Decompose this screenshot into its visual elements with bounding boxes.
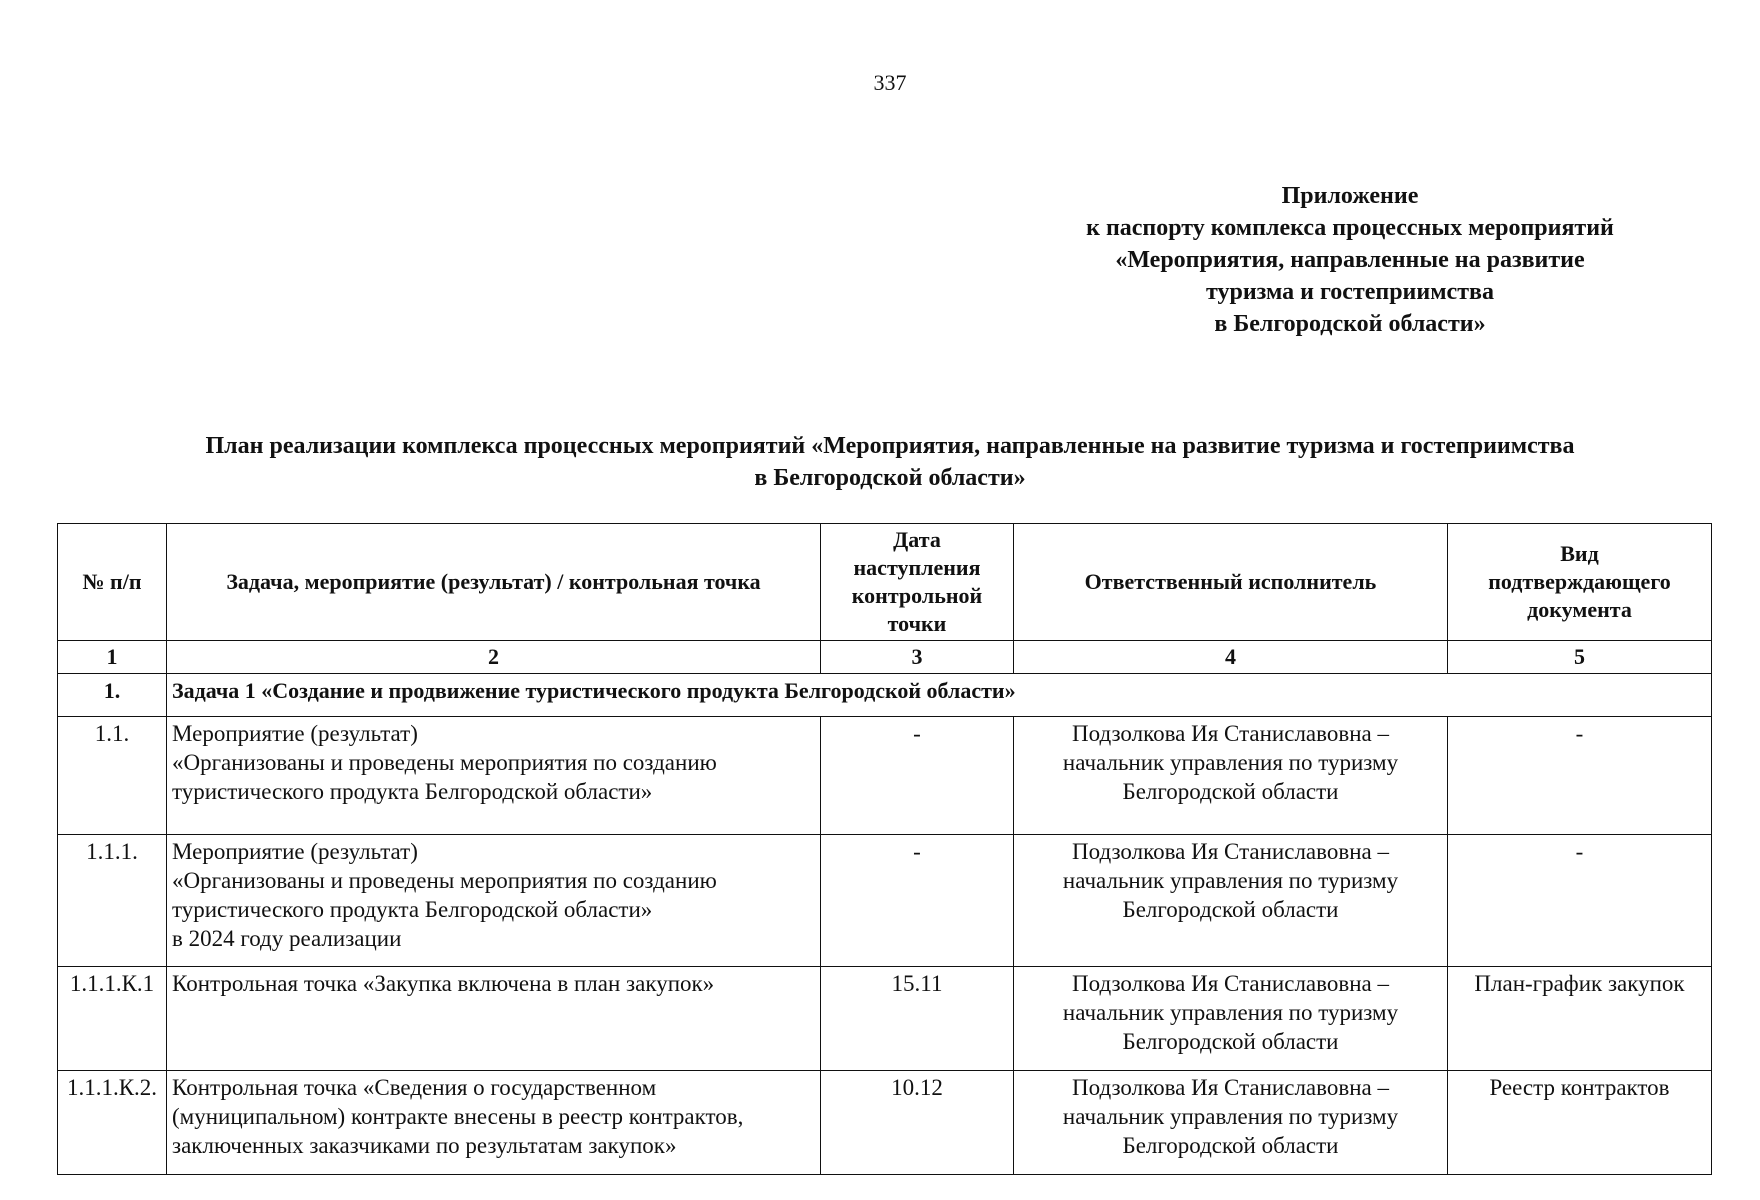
table-header-row	[58, 524, 1712, 641]
row-date: 15.11	[821, 967, 1014, 1071]
appendix-header	[1070, 180, 1630, 340]
row-task-line: Мероприятие (результат)	[172, 721, 418, 746]
row-doc: -	[1448, 717, 1712, 835]
task-num: 1.	[58, 674, 167, 717]
row-task-line: туристического продукта Белгородской области»	[172, 897, 653, 922]
column-number: 3	[821, 641, 1014, 674]
row-doc: Реестр контрактов	[1448, 1071, 1712, 1175]
row-executor-line: начальник управления по туризму	[1062, 1000, 1399, 1025]
row-executor-line: Белгородской области	[1122, 779, 1339, 804]
row-executor-line: Белгородской области	[1122, 1029, 1339, 1054]
row-task	[167, 835, 821, 967]
row-task-line: (муниципальном) контракте внесены в реестр контрактов,	[172, 1104, 744, 1129]
header-executor: Ответственный исполнитель	[1014, 524, 1448, 641]
task-text: Задача 1 «Создание и продвижение туристического продукта Белгородской области»	[167, 674, 1712, 717]
header-date	[821, 524, 1014, 641]
appendix-line: к паспорту комплекса процессных мероприятий	[1086, 215, 1614, 241]
row-executor-line: начальник управления по туризму	[1062, 750, 1399, 775]
header-date-line: наступления	[853, 555, 981, 580]
row-task-line: «Организованы и проведены мероприятия по созданию	[172, 868, 717, 893]
column-number: 2	[167, 641, 821, 674]
row-num: 1.1.1.К.2.	[58, 1071, 167, 1175]
row-executor-line: начальник управления по туризму	[1062, 868, 1399, 893]
row-task-line: туристического продукта Белгородской области»	[172, 779, 653, 804]
column-number: 1	[58, 641, 167, 674]
plan-title	[60, 430, 1720, 494]
header-doc-line: Вид	[1560, 541, 1599, 566]
header-doc-line: подтверждающего	[1488, 569, 1671, 594]
row-task	[167, 1071, 821, 1175]
row-task	[167, 967, 821, 1071]
table-row	[58, 1071, 1712, 1175]
header-date-line: Дата	[893, 527, 941, 552]
row-executor	[1014, 717, 1448, 835]
plan-title-line: План реализации комплекса процессных мероприятий «Мероприятия, направленные на развитие туризма и гостеприимства	[205, 433, 1575, 459]
task-row	[58, 674, 1712, 717]
column-number: 4	[1014, 641, 1448, 674]
row-task-line: Контрольная точка «Сведения о государственном	[172, 1075, 657, 1100]
header-num: № п/п	[58, 524, 167, 641]
header-doc-line: документа	[1527, 597, 1632, 622]
row-doc: План-график закупок	[1448, 967, 1712, 1071]
row-num: 1.1.1.	[58, 835, 167, 967]
row-date: -	[821, 717, 1014, 835]
row-executor	[1014, 967, 1448, 1071]
table-row	[58, 717, 1712, 835]
row-task-line: заключенных заказчиками по результатам закупок»	[172, 1133, 677, 1158]
row-executor-line: Подзолкова Ия Станиславовна –	[1072, 971, 1389, 996]
table-row	[58, 967, 1712, 1071]
header-date-line: точки	[887, 611, 947, 636]
row-task-line: Контрольная точка «Закупка включена в план закупок»	[172, 971, 715, 996]
header-task: Задача, мероприятие (результат) / контрольная точка	[167, 524, 821, 641]
page-number: 337	[873, 70, 907, 95]
row-date: -	[821, 835, 1014, 967]
column-number-row	[58, 641, 1712, 674]
appendix-line: Приложение	[1281, 183, 1419, 209]
row-executor-line: Подзолкова Ия Станиславовна –	[1072, 1075, 1389, 1100]
appendix-line: в Белгородской области»	[1214, 311, 1486, 337]
column-number: 5	[1448, 641, 1712, 674]
row-task-line: «Организованы и проведены мероприятия по созданию	[172, 750, 717, 775]
row-executor	[1014, 835, 1448, 967]
plan-title-line: в Белгородской области»	[754, 465, 1026, 491]
row-executor-line: Белгородской области	[1122, 1133, 1339, 1158]
plan-table	[57, 523, 1712, 1175]
header-date-line: контрольной	[851, 583, 983, 608]
row-executor	[1014, 1071, 1448, 1175]
row-num: 1.1.1.К.1	[58, 967, 167, 1071]
row-task-line: Мероприятие (результат)	[172, 839, 418, 864]
row-date: 10.12	[821, 1071, 1014, 1175]
row-doc: -	[1448, 835, 1712, 967]
row-task	[167, 717, 821, 835]
row-task-line: в 2024 году реализации	[172, 926, 402, 951]
appendix-line: «Мероприятия, направленные на развитие	[1115, 247, 1585, 273]
table-row	[58, 835, 1712, 967]
row-executor-line: Подзолкова Ия Станиславовна –	[1072, 839, 1389, 864]
header-doc	[1448, 524, 1712, 641]
row-executor-line: Белгородской области	[1122, 897, 1339, 922]
appendix-line: туризма и гостеприимства	[1206, 279, 1494, 305]
row-executor-line: начальник управления по туризму	[1062, 1104, 1399, 1129]
row-executor-line: Подзолкова Ия Станиславовна –	[1072, 721, 1389, 746]
row-num: 1.1.	[58, 717, 167, 835]
